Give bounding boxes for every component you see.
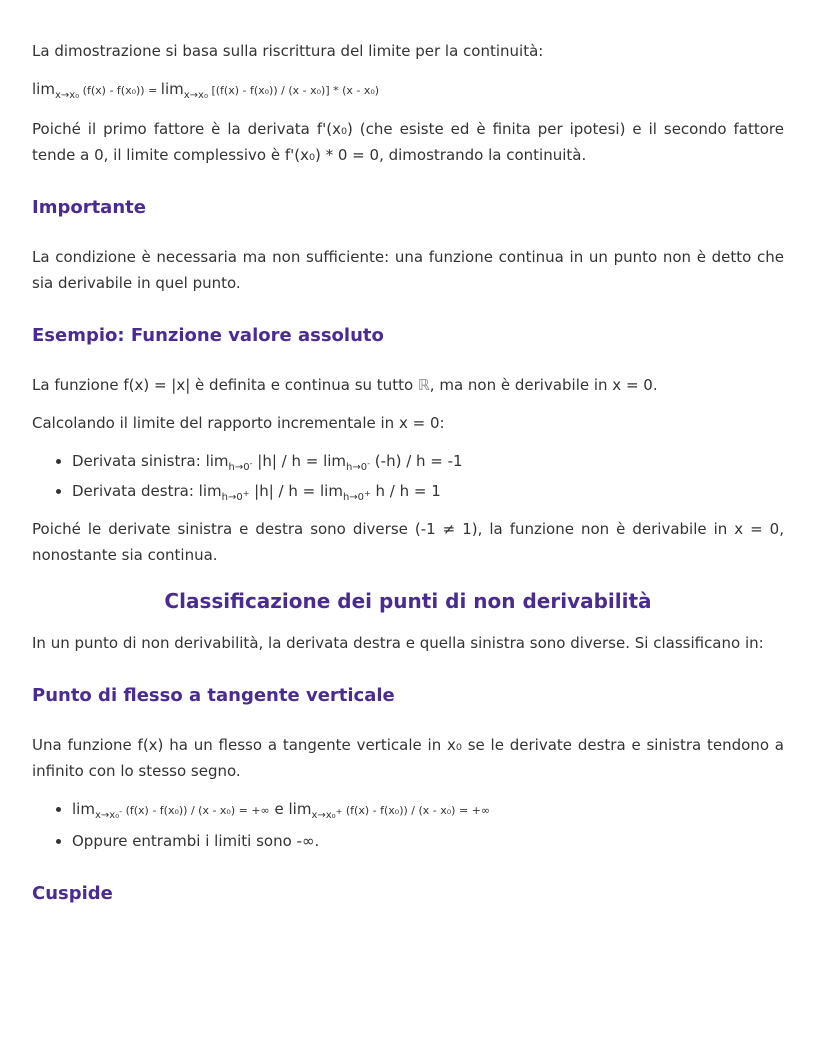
lim-subscript	[311, 807, 343, 821]
paragraph-abs-function	[32, 372, 784, 398]
text: h→0	[346, 462, 368, 473]
text: , ma non è derivabile in x = 0.	[429, 376, 658, 394]
paragraph-conclusion: Poiché le derivate sinistra e destra sono diverse (-1 ≠ 1), la funzione non è derivabile in x = 0, nonostante sia continua.	[32, 520, 784, 564]
paragraph-proof: Poiché il primo fattore è la derivata f'(x₀) (che esiste ed è finita per ipotesi) e il secondo fattore tende a 0, il limite complessivo è f'(x₀) * 0 = 0, dimostrando la continuità.	[32, 120, 784, 164]
text: +	[335, 807, 343, 816]
text: La funzione f(x) = |x| è definita e continua su tutto	[32, 376, 418, 394]
lim-subscript	[221, 489, 250, 503]
text: (f(x) - f(x₀)) / (x - x₀) = +∞	[122, 804, 270, 817]
paragraph-flesso: Una funzione f(x) ha un flesso a tangente verticale in x₀ se le derivate destra e sinistra tendono a infinito con lo stesso segno.	[32, 736, 784, 780]
text: e	[269, 800, 289, 818]
text: h→0	[228, 462, 250, 473]
text: h / h = 1	[370, 482, 441, 500]
lim-subscript	[342, 489, 371, 503]
paragraph-incremental: Calcolando il limite del rapporto incrementale in x = 0:	[32, 414, 445, 432]
reals-symbol: ℝ	[417, 376, 430, 394]
text: -	[119, 807, 123, 816]
lim-subscript	[94, 807, 123, 821]
text: x→x₀	[94, 810, 120, 821]
derivative-list	[32, 448, 784, 504]
text: -	[249, 459, 253, 468]
lim-text: lim	[32, 80, 55, 98]
text: x→x₀	[311, 810, 336, 821]
text: +	[364, 489, 371, 498]
lim-text: lim	[323, 452, 347, 470]
formula-tail: [(f(x) - f(x₀)) / (x - x₀)] * (x - x₀)	[207, 84, 380, 97]
text: h→0	[342, 492, 365, 503]
lim-text: lim	[205, 452, 229, 470]
heading-classificazione: Classificazione dei punti di non derivabilità	[164, 589, 652, 613]
lim-subscript	[228, 459, 253, 473]
lim-subscript: x→x₀	[54, 90, 80, 101]
heading-importante: Importante	[32, 197, 146, 218]
heading-esempio: Esempio: Funzione valore assoluto	[32, 325, 384, 346]
heading-cuspide: Cuspide	[32, 883, 113, 904]
list-item	[72, 796, 784, 824]
text: -	[367, 459, 371, 468]
paragraph-condition: La condizione è necessaria ma non sufficiente: una funzione continua in un punto non è detto che sia derivabile in quel punto.	[32, 248, 784, 292]
flesso-list	[32, 796, 784, 854]
list-item	[72, 478, 784, 504]
lim-text: lim	[160, 80, 184, 98]
text: h→0	[221, 492, 243, 503]
text: Derivata destra:	[72, 482, 199, 500]
heading-flesso: Punto di flesso a tangente verticale	[32, 685, 395, 706]
text: |h| / h =	[252, 452, 324, 470]
text: (f(x) - f(x₀)) / (x - x₀) = +∞	[342, 804, 491, 817]
lim-text: lim	[320, 482, 343, 500]
text: (-h) / h = -1	[370, 452, 463, 470]
lim-subscript: x→x₀	[183, 90, 208, 101]
list-item: • Oppure entrambi i limiti sono -∞.	[72, 828, 784, 854]
lim-text: lim	[198, 482, 222, 500]
formula-continuity	[32, 76, 784, 104]
lim-text: lim	[72, 800, 95, 818]
text: +	[242, 489, 250, 498]
document-page	[32, 0, 784, 906]
lim-text: lim	[288, 800, 312, 818]
formula-mid: (f(x) - f(x₀)) =	[79, 84, 161, 97]
paragraph-intro: La dimostrazione si basa sulla riscrittura del limite per la continuità:	[32, 42, 544, 60]
lim-subscript	[346, 459, 371, 473]
text: Derivata sinistra:	[72, 452, 206, 470]
list-item	[72, 448, 784, 474]
paragraph-classification: In un punto di non derivabilità, la derivata destra e quella sinistra sono diverse. Si classificano in:	[32, 634, 764, 652]
text: |h| / h =	[249, 482, 320, 500]
